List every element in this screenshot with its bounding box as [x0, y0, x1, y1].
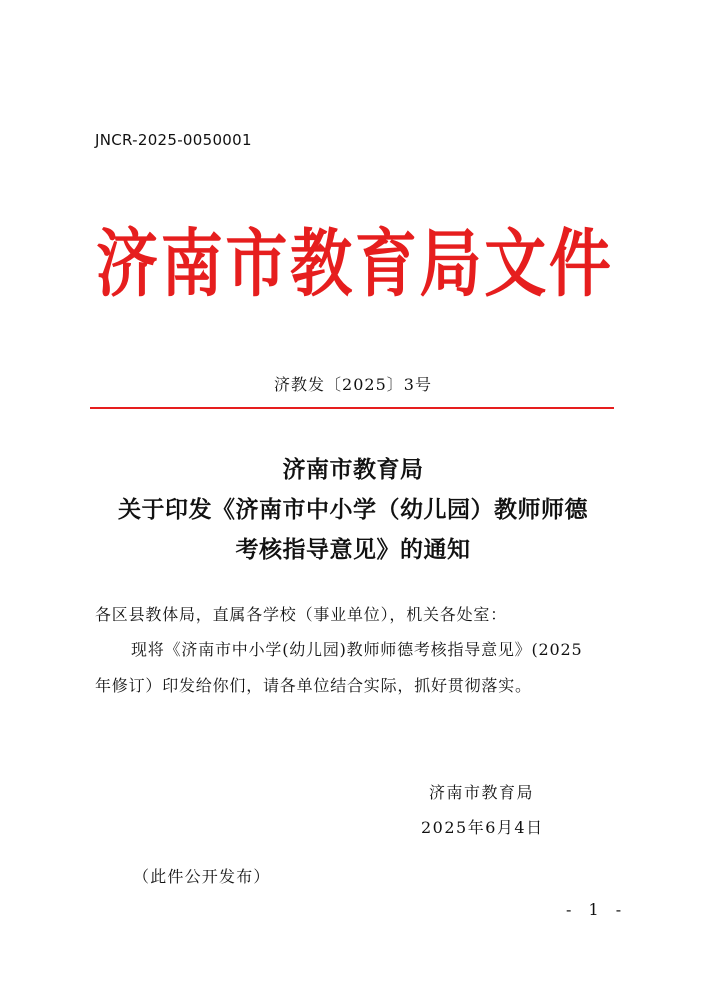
- masthead-char: 教: [290, 220, 353, 307]
- signature-date: 2025年6月4日: [421, 818, 544, 837]
- salutation: 各区县教体局，直属各学校（事业单位），机关各处室：: [95, 605, 508, 624]
- masthead-char: 济: [96, 220, 159, 307]
- masthead-char: 局: [419, 220, 482, 307]
- masthead-char: 件: [548, 220, 611, 307]
- masthead-char: 育: [354, 220, 417, 307]
- page-number: - 1 -: [566, 900, 628, 919]
- masthead-char: 文: [484, 220, 547, 307]
- document-id: JNCR-2025-0050001: [95, 131, 252, 149]
- masthead-title: [96, 210, 611, 319]
- title-line-3: 考核指导意见》的通知: [235, 536, 471, 563]
- publication-note: （此件公开发布）: [133, 867, 271, 886]
- document-number: 济教发〔2025〕3号: [274, 375, 432, 394]
- masthead-char: 市: [225, 220, 288, 307]
- masthead-char: 南: [160, 220, 223, 307]
- red-divider: [90, 407, 614, 409]
- signature-organization: 济南市教育局: [429, 783, 535, 802]
- body-line-2: 年修订）印发给你们，请各单位结合实际，抓好贯彻落实。: [95, 676, 532, 695]
- title-line-2: 关于印发《济南市中小学（幼儿园）教师师德: [118, 496, 588, 523]
- title-line-1: 济南市教育局: [282, 456, 424, 483]
- body-line-1: 现将《济南市中小学(幼儿园)教师师德考核指导意见》(2025: [131, 640, 583, 659]
